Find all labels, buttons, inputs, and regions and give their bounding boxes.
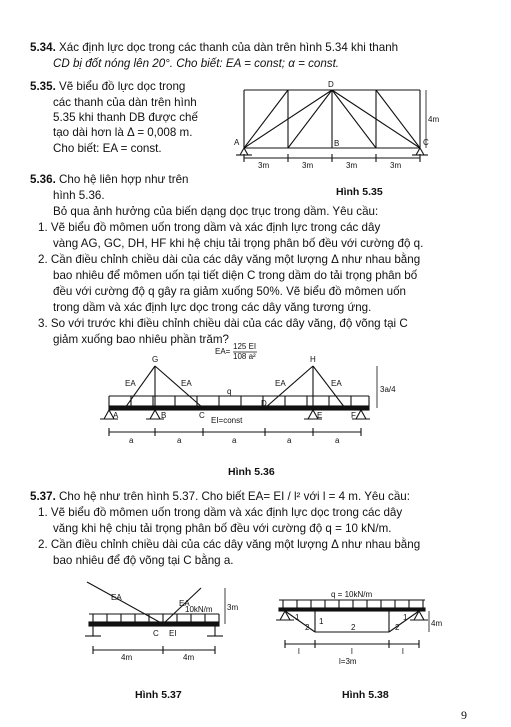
height-label: 4m — [431, 619, 443, 628]
span-a-label: a — [335, 436, 340, 445]
problem-number: 5.37. — [30, 490, 56, 503]
figure-5-35-truss — [234, 80, 440, 184]
cable-ea-label: EA — [125, 379, 136, 388]
span-label: 3m — [346, 161, 358, 170]
label-C: C — [423, 138, 429, 147]
cable-ea-label: EA — [179, 599, 190, 608]
problem-5-35-line-3: 5.35 khi thanh DB được chế — [53, 111, 198, 124]
problem-number: 5.35. — [30, 80, 56, 93]
label-D: D — [261, 399, 267, 408]
beam-ei-label: EI=const — [211, 416, 243, 425]
load-label: q = 10kN/m — [331, 590, 373, 599]
cable-ea-label: EA — [275, 379, 286, 388]
problem-5-36-item: vàng AG, GC, DH, HF khi hệ chịu tải trọng phân bố đều với cường độ q. — [53, 237, 424, 250]
problem-5-35-line-2: các thanh của dàn trên hình — [53, 96, 197, 109]
label-D: D — [328, 80, 334, 89]
label-B: B — [161, 411, 167, 420]
span-a-label: a — [177, 436, 182, 445]
figure-5-37-cable-stayed-beam — [75, 578, 240, 663]
member-2-label: 2 — [351, 623, 356, 632]
beam-ei-label: EI — [169, 629, 177, 638]
problem-5-35-line-1 — [30, 79, 185, 94]
span-l-label: l — [402, 647, 404, 656]
label-A: A — [113, 411, 119, 420]
problem-5-36-line-2: hình 5.36. — [53, 189, 105, 202]
problem-text: Cho hệ liên hợp như trên — [59, 173, 189, 186]
figure-5-36-cable-stayed-beam — [95, 342, 425, 448]
height-label: 3m — [227, 603, 239, 612]
figure-caption-5-36: Hình 5.36 — [228, 466, 275, 478]
problem-5-34-line-1 — [30, 40, 398, 55]
figure-caption-5-35: Hình 5.35 — [336, 186, 383, 198]
problem-5-35-line-4: tạo dài hơn là Δ = 0,008 m. — [53, 126, 193, 139]
problem-number: 5.34. — [30, 41, 56, 54]
figure-5-38-trussed-beam — [275, 590, 445, 670]
problem-5-34-line-2: CD bị đốt nóng lên 20°. Cho biết: EA = const; α = const. — [53, 57, 340, 70]
problem-5-36-intro: Bỏ qua ảnh hưởng của biến dạng dọc trục trong dầm. Yêu cầu: — [53, 205, 379, 218]
problem-5-36-item: 2. Cần điều chỉnh chiều dài của các dây văng một lượng Δ như nhau bằng — [38, 253, 421, 266]
span-a-label: a — [287, 436, 292, 445]
span-label: 3m — [390, 161, 402, 170]
problem-5-36-item: đều với cường độ q gây ra giảm xuống 50%. Vẽ biểu đồ mômen uốn — [53, 285, 406, 298]
problem-5-37-line-1 — [30, 489, 410, 504]
span-label: 4m — [183, 653, 195, 662]
label-E: E — [317, 411, 323, 420]
member-1-label: 1 — [319, 617, 324, 626]
formula-numerator: 125 EI — [233, 342, 257, 351]
span-value-label: l=3m — [339, 657, 357, 666]
problem-text: Xác định lực dọc trong các thanh của dàn trên hình 5.34 khi thanh — [59, 41, 399, 54]
problem-5-37-item: văng khi hệ chịu tải trọng phân bố đều với cường độ q = 10 kN/m. — [53, 522, 392, 535]
label-B: B — [334, 139, 340, 148]
problem-number: 5.36. — [30, 173, 56, 186]
span-label: 4m — [121, 653, 133, 662]
problem-5-37-item: 1. Vẽ biểu đồ mômen uốn trong dầm và xác định lực dọc trong các dây — [38, 506, 403, 519]
label-H: H — [310, 355, 316, 364]
label-C: C — [199, 411, 205, 420]
problem-5-36-item: giảm xuống bao nhiêu phần trăm? — [53, 333, 229, 346]
problem-5-36-item: trong dầm và xác định lực dọc trong các dây văng tương ứng. — [53, 301, 372, 314]
page-number: 9 — [461, 708, 467, 722]
formula-lhs: EA= — [215, 347, 231, 356]
cable-ea-label: EA — [111, 593, 122, 602]
member-1-label: 1 — [403, 613, 408, 622]
cable-ea-label: EA — [181, 379, 192, 388]
member-2-label: 2 — [305, 623, 310, 632]
problem-5-36-item: bao nhiêu để mômen uốn tại tiết diện C trong dầm do tải trọng phân bố — [53, 269, 418, 282]
height-label: 4m — [428, 115, 440, 124]
member-2-label: 2 — [395, 623, 400, 632]
span-l-label: l — [351, 647, 353, 656]
member-1-label: 1 — [295, 613, 300, 622]
height-label: 3a/4 — [380, 385, 396, 394]
label-G: G — [152, 355, 159, 364]
figure-caption-5-38: Hình 5.38 — [342, 689, 389, 701]
load-label: 10kN/m — [185, 605, 213, 614]
span-label: 3m — [258, 161, 270, 170]
problem-5-36-item: 3. So với trước khi điều chỉnh chiều dài của các dây văng, độ võng tại C — [38, 317, 408, 330]
problem-5-36-line-1 — [30, 172, 188, 187]
problem-text: Vẽ biểu đồ lực dọc trong — [59, 80, 186, 93]
figure-caption-5-37: Hình 5.37 — [135, 689, 182, 701]
label-A: A — [234, 138, 240, 147]
problem-5-35-line-5: Cho biết: EA = const. — [53, 142, 162, 155]
problem-5-37-item: 2. Cần điều chỉnh chiều dài của các dây văng một lượng Δ như nhau bằng — [38, 538, 421, 551]
cable-ea-label: EA — [331, 379, 342, 388]
problem-5-36-item: 1. Vẽ biểu đồ mômen uốn trong dầm và xác định lực trong các dây — [38, 221, 381, 234]
label-F: F — [351, 411, 356, 420]
span-a-label: a — [232, 436, 237, 445]
label-C: C — [153, 629, 159, 638]
span-a-label: a — [129, 436, 134, 445]
span-label: 3m — [302, 161, 314, 170]
problem-text: Cho hệ như trên hình 5.37. Cho biết EA= EI / l² với l = 4 m. Yêu cầu: — [59, 490, 410, 503]
span-l-label: l — [298, 647, 300, 656]
problem-5-37-item: bao nhiêu để độ võng tại C bằng a. — [53, 554, 234, 567]
formula-denominator: 108 a² — [233, 352, 256, 361]
load-q-label: q — [227, 387, 232, 396]
